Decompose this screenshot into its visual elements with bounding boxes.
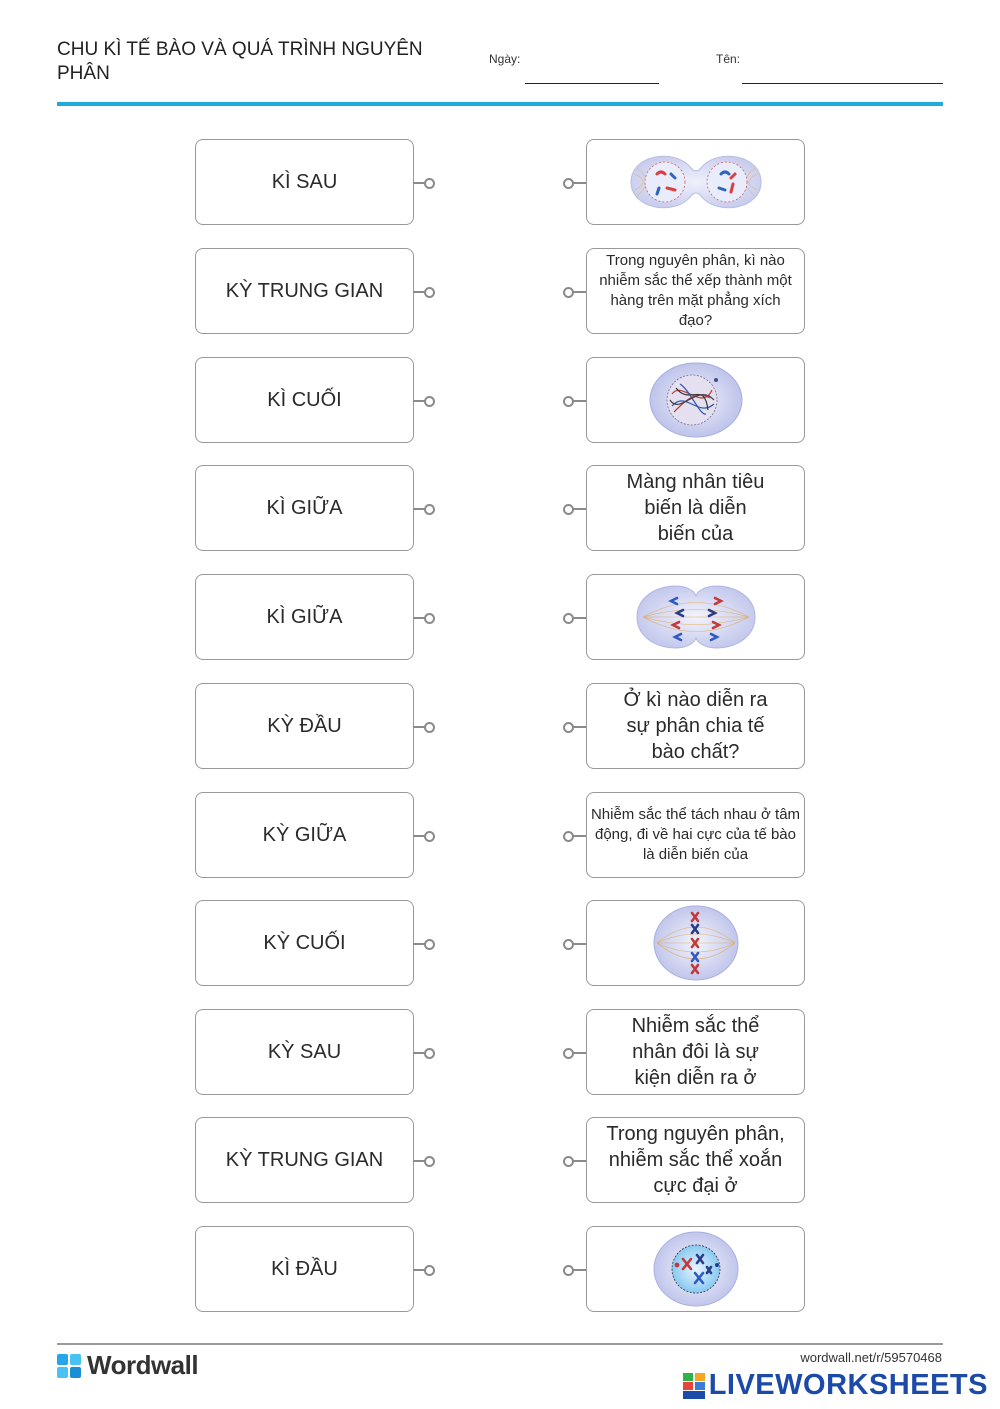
- left-connector[interactable]: [413, 722, 437, 732]
- page-title: CHU KÌ TẾ BÀO VÀ QUÁ TRÌNH NGUYÊN PHÂN: [57, 39, 423, 84]
- right-connector[interactable]: [563, 178, 587, 188]
- left-connector[interactable]: [413, 939, 437, 949]
- definition-box[interactable]: [586, 1117, 805, 1203]
- left-connector[interactable]: [413, 396, 437, 406]
- term-box[interactable]: KÌ GIỮA: [195, 574, 414, 660]
- brand-name: Wordwall: [87, 1350, 199, 1380]
- wordwall-logo[interactable]: [57, 1350, 198, 1381]
- right-connector[interactable]: [563, 396, 587, 406]
- right-connector[interactable]: [563, 722, 587, 732]
- term-box[interactable]: KỲ SAU: [195, 1009, 414, 1095]
- left-connector[interactable]: [413, 1265, 437, 1275]
- cell-telophase-image: [621, 144, 771, 220]
- right-connector[interactable]: [563, 613, 587, 623]
- left-connector[interactable]: [413, 178, 437, 188]
- definition-text: Ở kì nào diễn ra sự phân chia tế bào chất?: [623, 689, 768, 763]
- right-connector[interactable]: [563, 1048, 587, 1058]
- live-badge-icon: [683, 1373, 705, 1399]
- right-connector[interactable]: [563, 1156, 587, 1166]
- term-box[interactable]: KỲ TRUNG GIAN: [195, 1117, 414, 1203]
- match-row: [0, 248, 1000, 336]
- name-label: Tên:: [716, 52, 741, 66]
- cell-prophase-image: [651, 1229, 741, 1309]
- footer-rule: [57, 1343, 943, 1345]
- right-connector[interactable]: [563, 939, 587, 949]
- header-rule: [57, 102, 943, 106]
- match-row: [0, 1226, 1000, 1314]
- definition-box[interactable]: [586, 574, 805, 660]
- right-connector[interactable]: [563, 831, 587, 841]
- cell-metaphase-image: [651, 903, 741, 983]
- left-connector[interactable]: [413, 831, 437, 841]
- term-box[interactable]: KÌ SAU: [195, 139, 414, 225]
- term-box[interactable]: KỲ ĐẦU: [195, 683, 414, 769]
- definition-box[interactable]: [586, 900, 805, 986]
- match-row: [0, 574, 1000, 662]
- match-row: [0, 139, 1000, 227]
- match-row: [0, 900, 1000, 988]
- match-row: [0, 357, 1000, 445]
- date-line[interactable]: [525, 83, 659, 84]
- cell-anaphase-image: [631, 578, 761, 656]
- definition-text: Nhiễm sắc thể nhân đôi là sự kiện diễn ra ở: [631, 1015, 760, 1089]
- match-row: [0, 1117, 1000, 1205]
- match-row: [0, 683, 1000, 771]
- term-box[interactable]: KỲ GIỮA: [195, 792, 414, 878]
- definition-box[interactable]: Trong nguyên phân, kì nào nhiễm sắc thể xếp thành một hàng trên mặt phẳng xích đạo?: [586, 248, 805, 334]
- match-row: [0, 1009, 1000, 1097]
- liveworksheets-text: LIVEWORKSHEETS: [708, 1369, 988, 1401]
- left-connector[interactable]: [413, 504, 437, 514]
- right-connector[interactable]: [563, 504, 587, 514]
- left-connector[interactable]: [413, 1156, 437, 1166]
- definition-text: Màng nhân tiêu biến là diễn biến của: [626, 471, 765, 545]
- term-box[interactable]: KỲ CUỐI: [195, 900, 414, 986]
- cell-interphase-image: [646, 360, 746, 440]
- left-connector[interactable]: [413, 1048, 437, 1058]
- left-connector[interactable]: [413, 613, 437, 623]
- match-row: [0, 792, 1000, 880]
- definition-box[interactable]: [586, 357, 805, 443]
- definition-box[interactable]: [586, 139, 805, 225]
- right-connector[interactable]: [563, 287, 587, 297]
- footer-url[interactable]: wordwall.net/r/59570468: [800, 1350, 942, 1365]
- definition-box[interactable]: [586, 683, 805, 769]
- left-connector[interactable]: [413, 287, 437, 297]
- date-label: Ngày:: [489, 52, 521, 66]
- term-box[interactable]: KÌ ĐẦU: [195, 1226, 414, 1312]
- definition-text: Trong nguyên phân, nhiễm sắc thể xoắn cực đại ở: [606, 1123, 785, 1197]
- right-connector[interactable]: [563, 1265, 587, 1275]
- term-box[interactable]: KỲ TRUNG GIAN: [195, 248, 414, 334]
- match-row: [0, 465, 1000, 553]
- definition-box[interactable]: [586, 1009, 805, 1095]
- name-line[interactable]: [742, 83, 943, 84]
- definition-box[interactable]: Nhiễm sắc thể tách nhau ở tâm động, đi về hai cực của tế bào là diễn biến của: [586, 792, 805, 878]
- term-box[interactable]: KÌ CUỐI: [195, 357, 414, 443]
- definition-box[interactable]: [586, 1226, 805, 1312]
- liveworksheets-logo[interactable]: [683, 1369, 988, 1402]
- term-box[interactable]: KÌ GIỮA: [195, 465, 414, 551]
- definition-box[interactable]: [586, 465, 805, 551]
- wordwall-grid-icon: [57, 1354, 81, 1378]
